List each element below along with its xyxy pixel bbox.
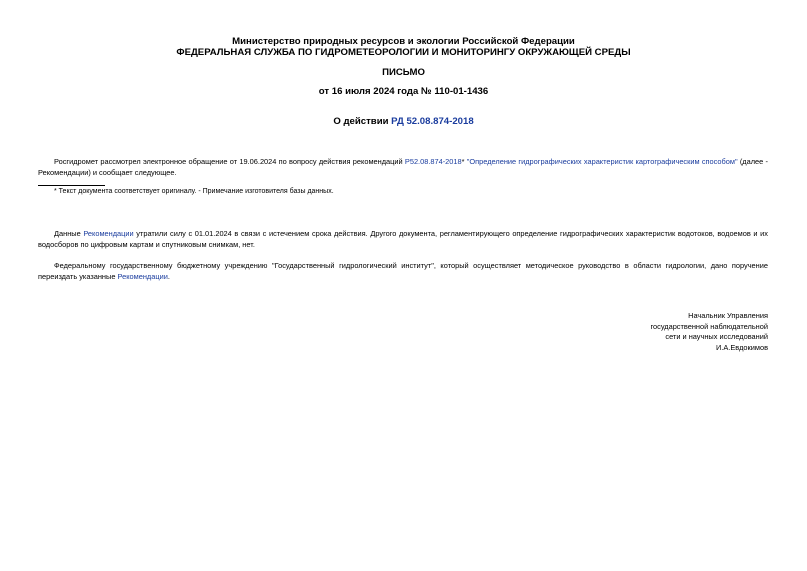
paragraph-2-text-b: утратили силу с 01.01.2024 в связи с истечением срока действия. Другого документа, регламентирующего определение гидрографических характеристик водотоков, водоемов и их водосборов по цифровым картам и спутниковым снимкам, нет. — [38, 229, 768, 249]
subject-prefix: О действии — [333, 116, 392, 127]
signature-position-line-1: Начальник Управления — [688, 311, 768, 320]
paragraph-1-text-a: Росгидромет рассмотрел электронное обращение от 19.06.2024 по вопросу действия рекомендаций — [54, 157, 405, 166]
document-date-number: от 16 июля 2024 года № 110-01-1436 — [318, 86, 489, 97]
footnote: * Текст документа соответствует оригиналу. - Примечание изготовителя базы данных. — [54, 188, 334, 195]
footnote-divider — [38, 185, 105, 186]
signature-block — [650, 311, 768, 353]
footnote-mark: * — [461, 157, 465, 166]
recommendations-link[interactable]: Рекомендации — [83, 229, 134, 238]
ministry-title: Министерство природных ресурсов и экологии Российской Федерации — [232, 36, 575, 47]
signature-name: И.А.Евдокимов — [715, 342, 768, 352]
paragraph-3 — [38, 260, 768, 282]
paragraph-1 — [38, 156, 768, 178]
paragraph-2-text-a: Данные — [54, 229, 84, 238]
document-type: ПИСЬМО — [382, 67, 425, 78]
recommendations-title-link[interactable]: "Определение гидрографических характеристик картографическим способом" — [466, 157, 738, 166]
paragraph-3-text-b: . — [167, 272, 170, 281]
signature-position-line-2: государственной наблюдательной — [650, 321, 768, 331]
paragraph-3-text-a: Федеральному государственному бюджетному учреждению "Государственный гидрологический институт", который осуществляет методическое руководство в области гидрологии, дано поручение переиздать указанные — [38, 261, 768, 281]
paragraph-2 — [38, 228, 768, 250]
recommendations-link-2[interactable]: Рекомендации — [117, 272, 168, 281]
subject-link[interactable]: РД 52.08.874-2018 — [391, 116, 474, 127]
service-title: ФЕДЕРАЛЬНАЯ СЛУЖБА ПО ГИДРОМЕТЕОРОЛОГИИ И МОНИТОРИНГУ ОКРУЖАЮЩЕЙ СРЕДЫ — [176, 47, 631, 58]
document-subject — [0, 116, 807, 128]
recommendations-code-link[interactable]: Р52.08.874-2018 — [404, 157, 462, 166]
paragraph-1-text-b: (далее - Рекомендации) и сообщает следующее. — [38, 157, 768, 177]
signature-position-line-3: сети и научных исследований — [665, 332, 768, 342]
